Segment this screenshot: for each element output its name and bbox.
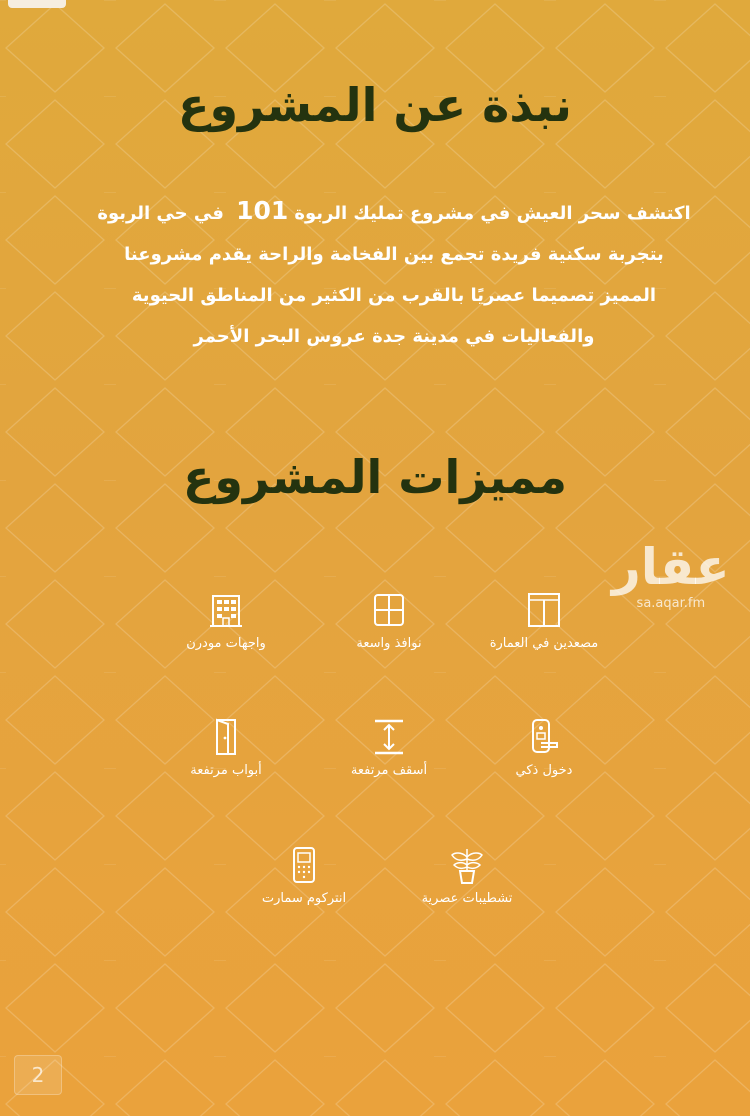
watermark-logo-text: عقار — [612, 538, 730, 596]
project-number: 101 — [236, 196, 289, 225]
about-line-1-text: اكتشف سحر العيش في مشروع تمليك الربوة — [294, 203, 691, 224]
features-title: مميزات المشروع — [182, 450, 568, 504]
aqar-watermark — [612, 538, 730, 612]
feature-facades — [141, 590, 311, 651]
feature-elevators — [459, 590, 629, 651]
feature-label: أبواب مرتفعة — [190, 763, 262, 778]
feature-label: دخول ذكي — [515, 763, 573, 778]
feature-modern-finishes — [382, 845, 552, 906]
about-line-2: بتجربة سكنية فريدة تجمع بين الفخامة والراحة يقدم مشروعنا — [124, 244, 664, 265]
page-number: 2 — [14, 1055, 62, 1095]
smart-lock-icon — [524, 717, 564, 757]
door-icon — [206, 717, 246, 757]
feature-label: مصعدين في العمارة — [489, 636, 599, 651]
ceiling-height-icon — [369, 717, 409, 757]
feature-label: أسقف مرتفعة — [350, 763, 428, 778]
elevator-icon — [524, 590, 564, 630]
about-title: نبذة عن المشروع — [178, 78, 572, 132]
feature-label: نوافذ واسعة — [356, 636, 422, 651]
about-line-1-end: في حي الربوة — [97, 203, 224, 224]
feature-label: تشطيبات عصرية — [421, 891, 513, 906]
feature-smart-intercom — [219, 845, 389, 906]
building-icon — [206, 590, 246, 630]
about-description — [90, 190, 698, 357]
about-line-1 — [90, 190, 698, 234]
intercom-icon — [284, 845, 324, 885]
feature-label: واجهات مودرن — [186, 636, 266, 651]
feature-high-ceilings — [304, 717, 474, 778]
watermark-url: sa.aqar.fm — [636, 596, 706, 611]
feature-windows — [304, 590, 474, 651]
about-line-4: والفعاليات في مدينة جدة عروس البحر الأحمر — [193, 326, 595, 347]
feature-label: انتركوم سمارت — [261, 891, 347, 906]
feature-high-doors — [141, 717, 311, 778]
top-tab-decoration — [8, 0, 66, 8]
plant-icon — [444, 845, 490, 885]
window-icon — [369, 590, 409, 630]
about-line-3: المميز تصميما عصريًا بالقرب من الكثير من المناطق الحيوية — [131, 285, 657, 306]
feature-smart-entry — [459, 717, 629, 778]
